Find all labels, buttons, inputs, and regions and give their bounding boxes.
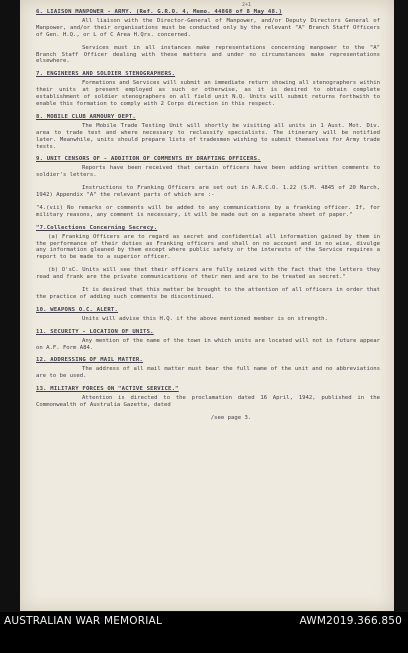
continuation-note: /see page 3.	[210, 414, 252, 421]
section-8	[36, 114, 380, 151]
quoted-paragraph: "4.(vii) No remarks or comments will be added to any communications by a franking officer. If, for military reasons, any comment is necessary, it will be made out on a separate sheet of paper."	[36, 204, 380, 218]
section-10	[36, 307, 380, 323]
section-heading: 13. MILITARY FORCES ON "ACTIVE SERVICE."	[36, 386, 179, 393]
section-heading: 12. ADDRESSING OF MAIL MATTER.	[36, 357, 144, 364]
section-7	[36, 71, 380, 108]
paragraph: Services must in all instances make representations concerning manpower to the "A" Branch Staff Officer dealing with these matters and under no circumstances make representations elsewhere.	[36, 44, 380, 65]
paragraph: Any mention of the name of the town in which units are located will not in future appear on A.F. Form A84.	[36, 337, 380, 351]
section-heading: 8. MOBILE CLUB ARMOURY DEPT.	[36, 113, 136, 120]
section-6	[36, 9, 380, 65]
section-13	[36, 386, 380, 422]
paragraph: The Mobile Trade Testing Unit will shortly be visiting all units in 1 Aust. Mot. Div. area to trade test and where necessary to reclassify specialists. The itinerary will be notified later. Meanwhile, units should prepare lists of tradesmen wishing to submit themselves for Army trade tests.	[36, 122, 380, 150]
paragraph: The address of all mail matter must bear the full name of the unit and no abbreviations are to be used.	[36, 366, 380, 380]
section-heading: 10. WEAPONS O.C. ALERT.	[36, 306, 119, 313]
institution-name: AUSTRALIAN WAR MEMORIAL	[4, 615, 162, 627]
quoted-subheading: "7.Collections Concerning Secrecy.	[36, 224, 158, 231]
section-9	[36, 156, 380, 301]
section-heading: 9. UNIT CENSORS OF - ADDITION OF COMMENTS BY DRAFTING OFFICERS.	[36, 156, 261, 163]
paragraph: Instructions to Franking Officers are set out in A.R.C.O. 1.22 (S.M. 4845 of 20 March, 1942) Appendix "A" the relevant parts of which are :-	[36, 185, 380, 199]
paragraph: Formations and Services will submit an immediate return showing all stenographers within their units at present employed as such or otherwise, as it is desired to obtain complete establishment of soldier stenographers on all field unit N.Q. Units will submit returns forthwith to enable this formation to comply with 2 Corps direction in this respect.	[36, 80, 380, 107]
section-heading: 7. ENGINEERS AND SOLDIER STENOGRAPHERS.	[36, 71, 176, 78]
quoted-paragraph: (b) O'sC. Units will see that their officers are fully seized with the fact that the letters they read and frank are the private communications of their men and are to be treated as secret."	[36, 267, 380, 281]
paragraph: It is desired that this matter be brought to the attention of all officers in order that the practice of adding such comments be discontinued.	[36, 287, 380, 300]
document-sheet	[20, 0, 394, 611]
section-heading: 11. SECURITY - LOCATION OF UNITS.	[36, 328, 154, 335]
section-heading: 6. LIAISON MANPOWER - ARMY. (Ref. G.R.O. 4, Memo. 44868 of 8 May 48.)	[36, 9, 283, 15]
section-11	[36, 329, 380, 352]
paragraph: Attention is directed to the proclamation dated 16 April, 1942, published in the Commonwealth of Australia Gazette, dated	[36, 395, 380, 408]
page-mark: 2+1	[242, 2, 252, 8]
section-12	[36, 357, 380, 380]
archive-reference: AWM2019.366.850	[299, 615, 402, 627]
quoted-paragraph: (a) Franking Officers are to regard as secret and confidential all information gained by them in the performance of their duties as Franking officers and shall on no account and in no wise, divulge any information gleaned by them except where public safety or the interests of the Service requires a report to be made to a superior officer.	[36, 233, 380, 261]
document-body	[36, 4, 380, 428]
paragraph: All liaison with the Director-General of Manpower, and/or Deputy Directors General of Manpower, and/or their organisations must be conducted only by the relevant "A" Branch Staff Officers of Gen. H.Q., or L of C Area H.Qrs. concerned.	[36, 17, 380, 38]
paragraph: Units will advise this H.Q. if the above mentioned member is on strength.	[82, 315, 328, 322]
archive-footer	[0, 612, 408, 653]
paragraph: Reports have been received that certain officers have been adding written comments to soldier's letters.	[36, 165, 380, 179]
